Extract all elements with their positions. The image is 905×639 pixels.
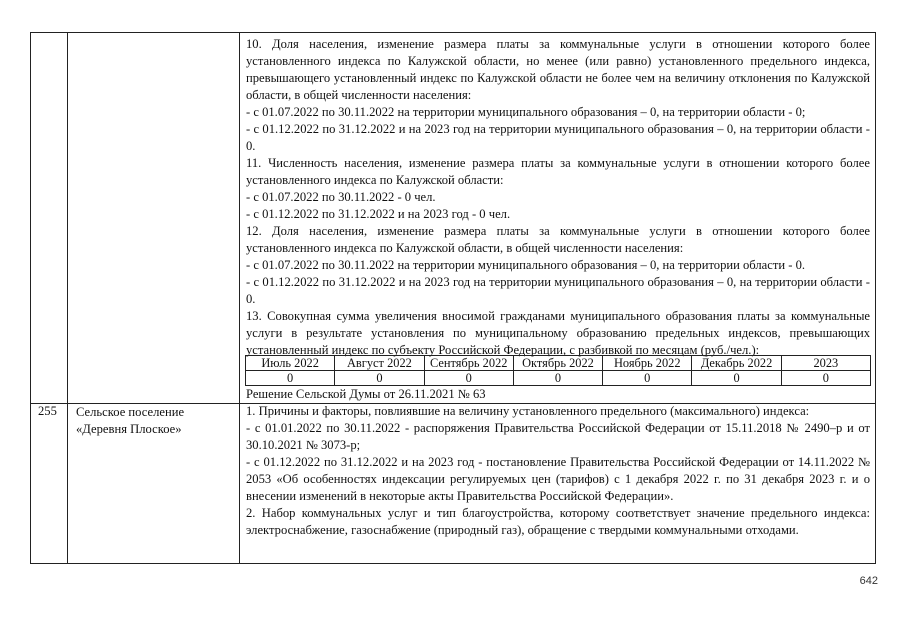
header-cell: Август 2022 (335, 356, 424, 371)
paragraph-1: 1. Причины и факторы, повлиявшие на величину установленного предельного (максимального) индекса: (246, 404, 810, 418)
column-divider (67, 33, 68, 563)
value-cell: 0 (692, 371, 781, 386)
header-cell: 2023 (781, 356, 870, 371)
row-number: 255 (38, 404, 57, 418)
header-cell: Ноябрь 2022 (603, 356, 692, 371)
monthly-amount-table (245, 355, 871, 386)
value-cell: 0 (513, 371, 602, 386)
section-paragraphs-10-13 (246, 36, 870, 359)
header-cell: Декабрь 2022 (692, 356, 781, 371)
paragraph-12-period-2: - с 01.12.2022 по 31.12.2022 и на 2023 год на территории муниципального образования – 0, на территории области - 0. (246, 275, 870, 306)
paragraph-12-period-1: - с 01.07.2022 по 30.11.2022 на территории муниципального образования – 0, на территории области - 0. (246, 258, 806, 272)
paragraph-12: 12. Доля населения, изменение размера платы за коммунальные услуги в отношении которого более установленного индекса по Калужской области, в общей численности населения: (246, 224, 870, 255)
paragraph-11-period-2: - с 01.12.2022 по 31.12.2022 и на 2023 год - 0 чел. (246, 207, 511, 221)
header-cell: Июль 2022 (246, 356, 335, 371)
settlement-name: Сельское поселение «Деревня Плоское» (76, 405, 185, 436)
value-cell: 0 (335, 371, 424, 386)
table-header-row (246, 356, 871, 371)
header-cell: Сентябрь 2022 (424, 356, 513, 371)
value-cell: 0 (781, 371, 870, 386)
paragraph-10: 10. Доля населения, изменение размера платы за коммунальные услуги в отношении которого более установленного индекса по Калужской области, но менее (или равно) установленного предельного индекса, превышающего установленный индекс по Калужской области не более чем на величину отклонения по Калужской области, в общей численности населения: (246, 37, 870, 102)
section-paragraphs-255 (246, 403, 870, 539)
paragraph-10-period-1: - с 01.07.2022 по 30.11.2022 на территории муниципального образования – 0, на территории области - 0; (246, 105, 806, 119)
value-cell: 0 (603, 371, 692, 386)
decision-reference: Решение Сельской Думы от 26.11.2021 № 63 (246, 387, 486, 401)
paragraph-1-period-2: - с 01.12.2022 по 31.12.2022 и на 2023 год - постановление Правительства Российской Федерации от 14.11.2022 № 2053 «Об особенностях индексации регулируемых цен (тарифов) с 1 декабря 2022 г. по 31 декабря 2023 г. и о внесении изменений в некоторые акты Правительства Российской Федерации». (246, 455, 870, 503)
paragraph-11-period-1: - с 01.07.2022 по 30.11.2022 - 0 чел. (246, 190, 436, 204)
page-number: 642 (859, 575, 878, 587)
value-cell: 0 (424, 371, 513, 386)
value-cell: 0 (246, 371, 335, 386)
paragraph-13: 13. Совокупная сумма увеличения вносимой гражданами муниципального образования платы за коммунальные услуги в результате установления по муниципальному образованию предельных индексов, превышающих установленный индекс по субъекту Российской Федерации, с разбивкой по месяцам (руб./чел.): (246, 309, 870, 357)
header-cell: Октябрь 2022 (513, 356, 602, 371)
column-divider (239, 33, 240, 563)
paragraph-1-period-1: - с 01.01.2022 по 30.11.2022 - распоряжения Правительства Российской Федерации от 15.11.2018 № 2490–р и от 30.10.2021 № 3073-р; (246, 421, 870, 452)
table-row (246, 371, 871, 386)
paragraph-10-period-2: - с 01.12.2022 по 31.12.2022 и на 2023 год на территории муниципального образования – 0, на территории области - 0. (246, 122, 870, 153)
paragraph-2: 2. Набор коммунальных услуг и тип благоустройства, которому соответствует значение предельного индекса: электроснабжение, газоснабжение (природный газ), обращение с твердыми коммунальными отходами. (246, 506, 870, 537)
paragraph-11: 11. Численность населения, изменение размера платы за коммунальные услуги в отношении которого более установленного индекса по Калужской области: (246, 156, 870, 187)
